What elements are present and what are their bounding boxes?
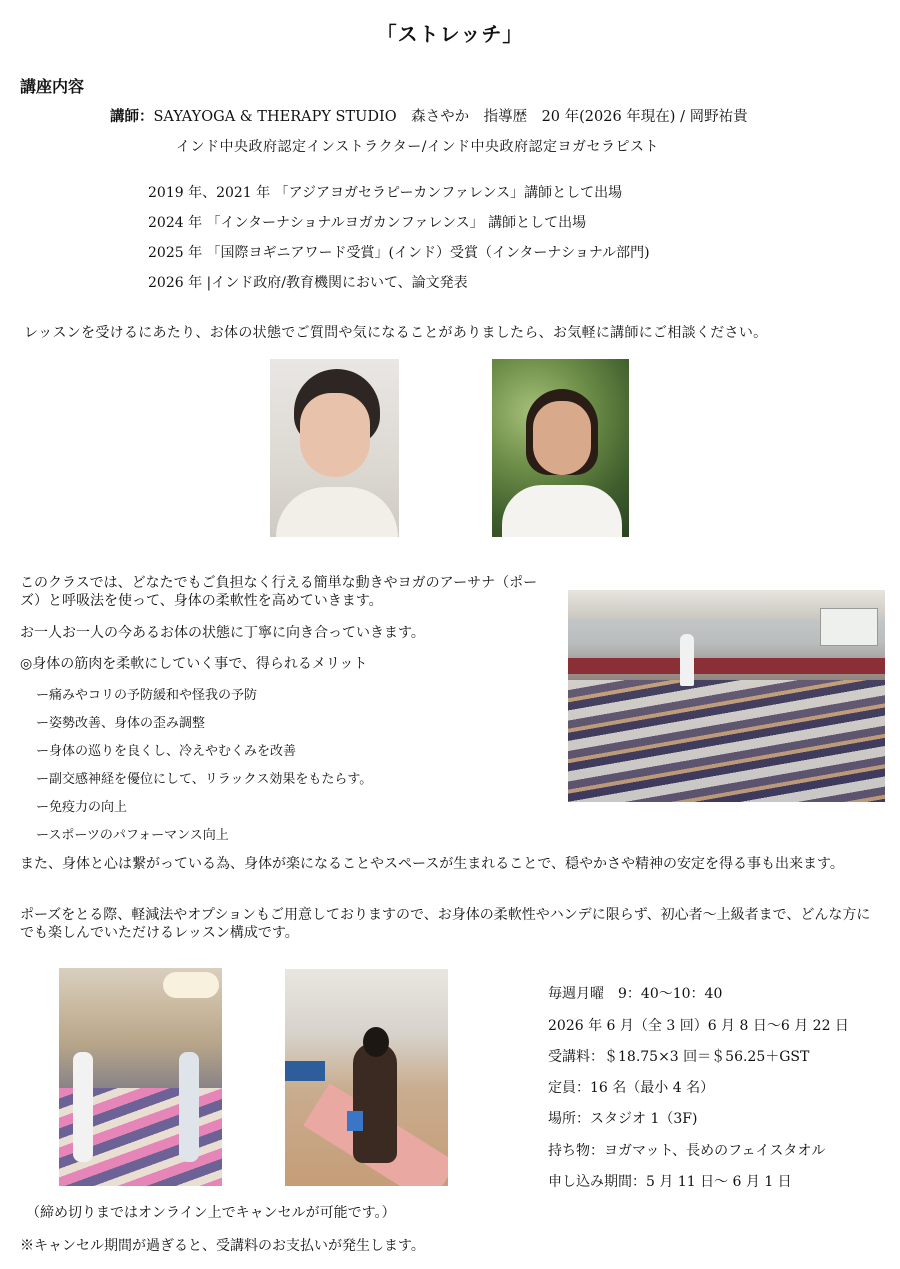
schedule-item: 申し込み期間：5 月 11 日〜 6 月 1 日 [548, 1174, 792, 1190]
group-class-photo [59, 968, 222, 1186]
class-hall-photo [568, 590, 885, 802]
benefit-item: ー痛みやコリの予防緩和や怪我の予防 [36, 688, 258, 703]
fee-note: ※キャンセル期間が過ぎると、受講料のお支払いが発生します。 [20, 1238, 425, 1254]
instructor-credentials: インド中央政府認定インストラクター/インド中央政府認定ヨガセラピスト [176, 139, 660, 155]
schedule-item: 受講料：＄18.75×3 回＝＄56.25＋GST [548, 1049, 810, 1065]
benefit-item: ー身体の巡りを良くし、冷えやむくみを改善 [36, 744, 297, 759]
page-title: 「ストレッチ」 [376, 22, 524, 46]
schedule-item: 持ち物：ヨガマット、長めのフェイスタオル [548, 1143, 826, 1159]
schedule-item: 定員：16 名（最小 4 名） [548, 1080, 715, 1096]
instructor-label: 講師： [110, 108, 154, 125]
benefit-item: ー免疫力の向上 [36, 800, 128, 815]
benefit-item: ー姿勢改善、身体の歪み調整 [36, 716, 206, 731]
schedule-item: 毎週月曜 9：40〜10：40 [548, 986, 723, 1002]
schedule-item: 場所：スタジオ 1（3F) [548, 1111, 698, 1127]
section-heading: 講座内容 [20, 77, 85, 96]
instructor-photo-2 [492, 359, 629, 537]
description-paragraph: また、身体と心は繋がっている為、身体が楽になることやスペースが生まれることで、穏やかさや精神の安定を得る事も出来ます。 [20, 856, 844, 872]
history-item: 2026 年 |インド政府/教育機関において、論文発表 [148, 275, 468, 291]
benefit-item: ー副交感神経を優位にして、リラックス効果をもたらす。 [36, 772, 373, 787]
instructor-line [110, 105, 748, 126]
instructor-names: SAYAYOGA & THERAPY STUDIO 森さやか 指導歴 20 年(2026 年現在) / 岡野祐貴 [153, 109, 748, 125]
instructor-photo-1 [270, 359, 399, 537]
history-item: 2019 年、2021 年 「アジアヨガセラピーカンファレンス」講師として出場 [148, 185, 623, 201]
schedule-item: 2026 年 6 月（全 3 回）6 月 8 日〜6 月 22 日 [548, 1018, 849, 1034]
benefit-item: ースポーツのパフォーマンス向上 [36, 828, 229, 843]
cancel-note: （締め切りまではオンライン上でキャンセルが可能です。） [26, 1205, 396, 1221]
description-paragraph: お一人お一人の今あるお体の状態に丁寧に向き合っていきます。 [20, 625, 425, 641]
history-item: 2024 年 「インターナショナルヨガカンファレンス」 講師として出場 [148, 215, 587, 231]
description-paragraph: このクラスでは、どなたでもご負担なく行える簡単な動きやヨガのアーサナ（ポーズ）と呼吸法を使って、身体の柔軟性を高めていきます。 [20, 575, 538, 609]
studio-class-photo [285, 969, 448, 1186]
history-item: 2025 年 「国際ヨギニアワード受賞」(インド）受賞（インターナショナル部門) [148, 245, 650, 261]
consult-note: レッスンを受けるにあたり、お体の状態でご質問や気になることがありましたら、お気軽に講師にご相談ください。 [24, 325, 768, 341]
description-paragraph: ポーズをとる際、軽減法やオプションもご用意しておりますので、お身体の柔軟性やハンデに限らず、初心者〜上級者まで、どんな方にでも楽しんでいただけるレッスン構成です。 [20, 907, 871, 941]
benefits-title: ◎身体の筋肉を柔軟にしていく事で、得られるメリット [20, 656, 368, 672]
